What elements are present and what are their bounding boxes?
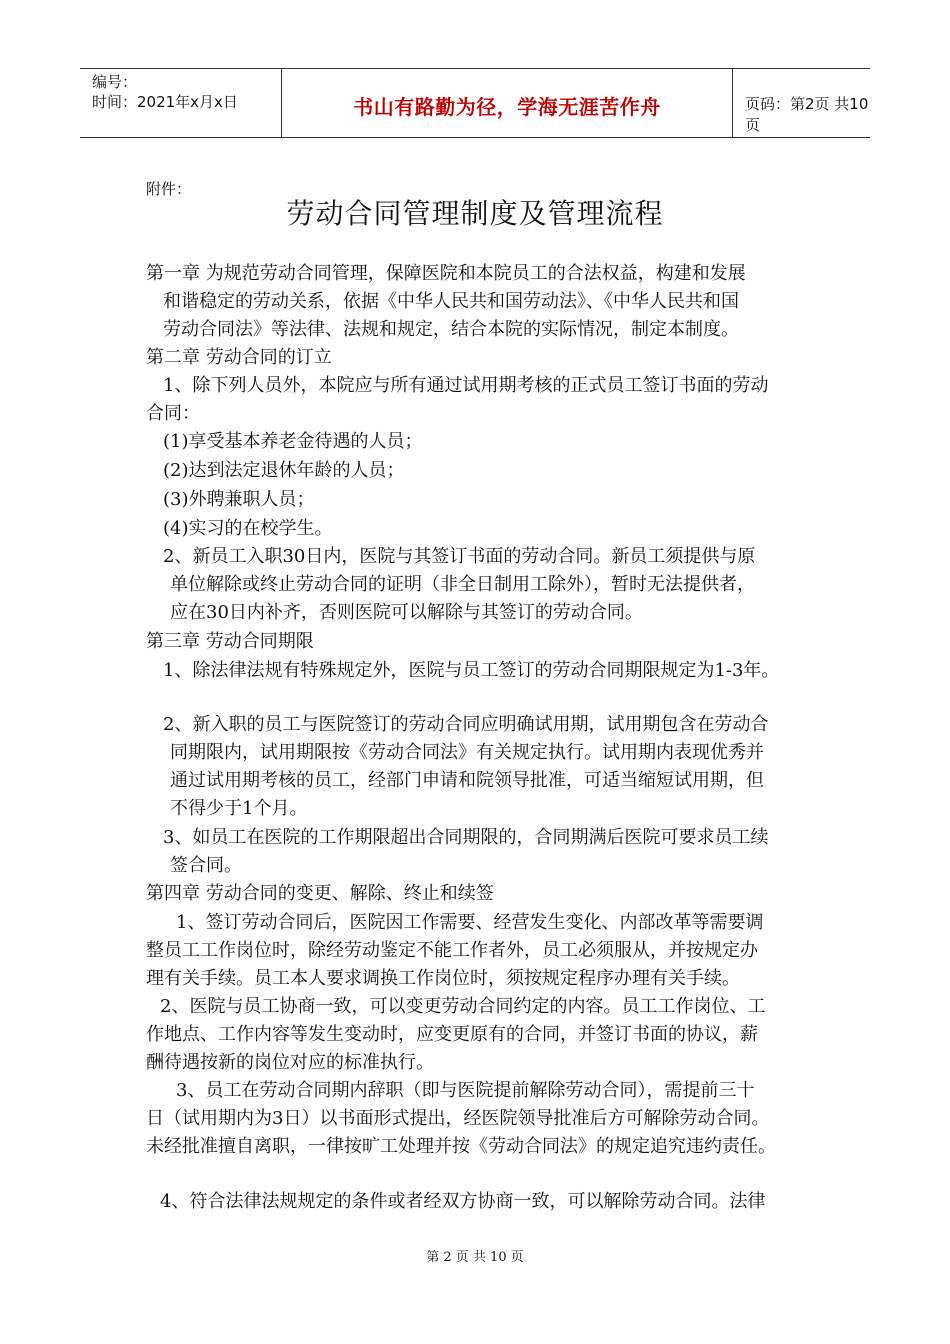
body-line: 不得少于1个月。	[170, 798, 308, 819]
page-footer: 第 2 页 共 10 页	[426, 1250, 524, 1265]
attachment-label: 附件：	[146, 180, 192, 198]
header-page-info: 页码：第2页 共10页	[745, 95, 869, 134]
header-meta-cell	[80, 69, 281, 137]
body-line: 签合同。	[170, 855, 242, 876]
document-title: 劳动合同管理制度及管理流程	[286, 197, 664, 230]
body-line: 作地点、工作内容等发生变动时，应变更原有的合同，并签订书面的协议，薪	[146, 1024, 758, 1045]
body-line: 2、新员工入职30日内，医院与其签订书面的劳动合同。新员工须提供与原	[163, 546, 756, 567]
body-line: 2、新入职的员工与医院签订的劳动合同应明确试用期，试用期包含在劳动合	[163, 714, 769, 735]
list-item: (1)享受基本养老金待遇的人员；	[163, 431, 423, 452]
body-line: 3、如员工在医院的工作期限超出合同期限的，合同期满后医院可要求员工续	[163, 827, 769, 848]
chapter-heading: 第二章 劳动合同的订立	[146, 347, 332, 368]
body-line: 1、签订劳动合同后，医院因工作需要、经营发生变化、内部改革等需要调	[176, 912, 764, 933]
body-line: 未经批准擅自离职，一律按旷工处理并按《劳动合同法》的规定追究违约责任。	[146, 1136, 776, 1157]
body-line: 4、符合法律法规规定的条件或者经双方协商一致，可以解除劳动合同。法律	[160, 1191, 766, 1212]
header-motto: 书山有路勤为径，学海无涯苦作舟	[281, 69, 733, 137]
body-line: 通过试用期考核的员工，经部门申请和院领导批准，可适当缩短试用期，但	[170, 770, 764, 791]
body-line: 合同：	[146, 403, 200, 424]
list-item: (4)实习的在校学生。	[163, 518, 333, 539]
body-line: 1、除下列人员外，本院应与所有通过试用期考核的正式员工签订书面的劳动	[163, 375, 769, 396]
body-line: 同期限内，试用期限按《劳动合同法》有关规定执行。试用期内表现优秀并	[170, 742, 764, 763]
body-line: 理有关手续。员工本人要求调换工作岗位时，须按规定程序办理有关手续。	[146, 968, 740, 989]
body-line: 3、员工在劳动合同期内辞职（即与医院提前解除劳动合同），需提前三十	[176, 1080, 755, 1101]
body-line: 整员工工作岗位时，除经劳动鉴定不能工作者外，员工必须服从，并按规定办	[146, 940, 758, 961]
document-header	[80, 68, 870, 138]
body-line: 应在30日内补齐，否则医院可以解除与其签订的劳动合同。	[170, 602, 643, 623]
chapter-heading: 第四章 劳动合同的变更、解除、终止和续签	[146, 883, 494, 904]
body-line: 劳动合同法》等法律、法规和规定，结合本院的实际情况，制定本制度。	[163, 319, 739, 340]
body-line: 2、医院与员工协商一致，可以变更劳动合同约定的内容。员工工作岗位、工	[160, 996, 766, 1017]
body-line: 单位解除或终止劳动合同的证明（非全日制用工除外），暂时无法提供者，	[170, 574, 755, 595]
body-line: 和谐稳定的劳动关系，依据《中华人民共和国劳动法》、《中华人民共和国	[163, 291, 739, 312]
body-line: 日（试用期内为3日）以书面形式提出，经医院领导批准后方可解除劳动合同。	[146, 1108, 770, 1129]
body-line: 第一章 为规范劳动合同管理，保障医院和本院员工的合法权益，构建和发展	[146, 263, 746, 284]
body-line: 1、除法律法规有特殊规定外，医院与员工签订的劳动合同期限规定为1-3年。	[163, 660, 780, 681]
chapter-heading: 第三章 劳动合同期限	[146, 631, 314, 652]
code-label: 编号：	[92, 73, 138, 91]
list-item: (3)外聘兼职人员；	[163, 489, 315, 510]
date-label: 时间：2021年x月x日	[92, 93, 238, 111]
list-item: (2)达到法定退休年龄的人员；	[163, 460, 405, 481]
body-line: 酬待遇按新的岗位对应的标准执行。	[146, 1052, 434, 1073]
